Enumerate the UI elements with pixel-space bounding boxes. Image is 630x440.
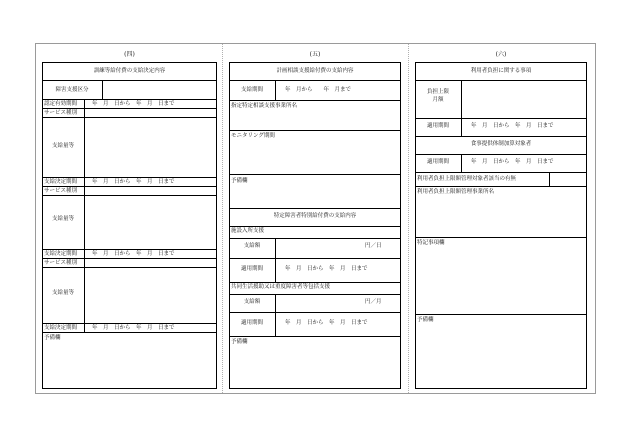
cap-office-label: 利用者負担上限額管理事業所名 bbox=[417, 189, 495, 195]
designated-office-label: 指定特定相談支援事業所名 bbox=[231, 103, 298, 109]
cap-management-label: 利用者負担上限額管理対象者該当の有無 bbox=[417, 176, 517, 182]
service-type-label: サービス種別 bbox=[44, 260, 78, 266]
application-period-value: 年 月 日から 年 月 日まで bbox=[471, 159, 554, 165]
payment-period-value: 年 月 日から 年 月 日まで bbox=[92, 251, 175, 257]
column-frame bbox=[415, 62, 587, 389]
certification-period-value: 年 月 日から 年 月 日まで bbox=[92, 101, 175, 107]
column-four bbox=[42, 51, 217, 389]
application-period-label: 適用期間 bbox=[240, 266, 263, 272]
service-type-label: サービス種別 bbox=[44, 188, 78, 194]
amount-unit: 円／月 bbox=[365, 299, 382, 305]
payment-period-label: 支給決定期間 bbox=[44, 251, 78, 257]
column-five bbox=[229, 51, 401, 389]
application-period-label: 適用期間 bbox=[426, 123, 449, 129]
remarks-label: 予備欄 bbox=[231, 339, 248, 345]
remarks-label: 予備欄 bbox=[44, 335, 61, 341]
payment-period-value: 年 月から 年 月まで bbox=[285, 87, 352, 93]
application-period-value: 年 月 日から 年 月 日まで bbox=[285, 320, 368, 326]
burden-cap-label: 負担上限 月額 bbox=[426, 89, 449, 103]
payment-period-value: 年 月 日から 年 月 日まで bbox=[92, 325, 175, 331]
notes-label: 特記事項欄 bbox=[417, 240, 445, 246]
amount-label: 支給額 bbox=[243, 299, 261, 305]
payment-period-label: 支給期間 bbox=[240, 87, 263, 93]
column-number: (四) bbox=[124, 51, 135, 58]
application-period-value: 年 月 日から 年 月 日まで bbox=[285, 266, 368, 272]
application-period-label: 適用期間 bbox=[426, 159, 449, 165]
section-header: 訓練等給付費の支給決定内容 bbox=[93, 68, 166, 74]
fold-line bbox=[222, 44, 223, 393]
payment-amount-label: 支給量等 bbox=[51, 216, 74, 222]
column-number: (五) bbox=[309, 51, 321, 58]
payment-amount-label: 支給量等 bbox=[51, 143, 74, 149]
payment-period-label: 支給決定期間 bbox=[44, 325, 78, 331]
application-period-value: 年 月 日から 年 月 日まで bbox=[471, 123, 554, 129]
support-class-label: 障害支援区分 bbox=[55, 87, 89, 93]
group-home-label: 共同生活援助又は重度障害者等包括支援 bbox=[231, 284, 331, 290]
remarks-label: 予備欄 bbox=[231, 178, 248, 184]
section-header: 計画相談支援給付費の支給内容 bbox=[276, 68, 354, 74]
remarks-label: 予備欄 bbox=[417, 317, 434, 323]
payment-period-value: 年 月 日から 年 月 日まで bbox=[92, 179, 175, 185]
amount-unit: 円／日 bbox=[365, 243, 382, 249]
special-benefit-header: 特定障害者特別給付費の支給内容 bbox=[273, 213, 357, 219]
application-period-label: 適用期間 bbox=[240, 320, 263, 326]
facility-support-label: 施設入所支援 bbox=[231, 228, 265, 234]
column-six bbox=[415, 51, 587, 389]
service-type-label: サービス種別 bbox=[44, 110, 78, 116]
certificate-sheet bbox=[35, 43, 596, 394]
section-header: 利用者負担に関する事項 bbox=[470, 68, 532, 74]
amount-label: 支給額 bbox=[243, 243, 261, 249]
payment-period-label: 支給決定期間 bbox=[44, 179, 78, 185]
certification-period-label: 認定有効期間 bbox=[44, 101, 78, 107]
monitoring-label: モニタリング期間 bbox=[231, 133, 275, 139]
fold-line bbox=[408, 44, 409, 393]
column-number: (六) bbox=[495, 51, 507, 58]
payment-amount-label: 支給量等 bbox=[51, 290, 74, 296]
meal-provision-label: 食事提供体制加算対象者 bbox=[470, 141, 532, 147]
